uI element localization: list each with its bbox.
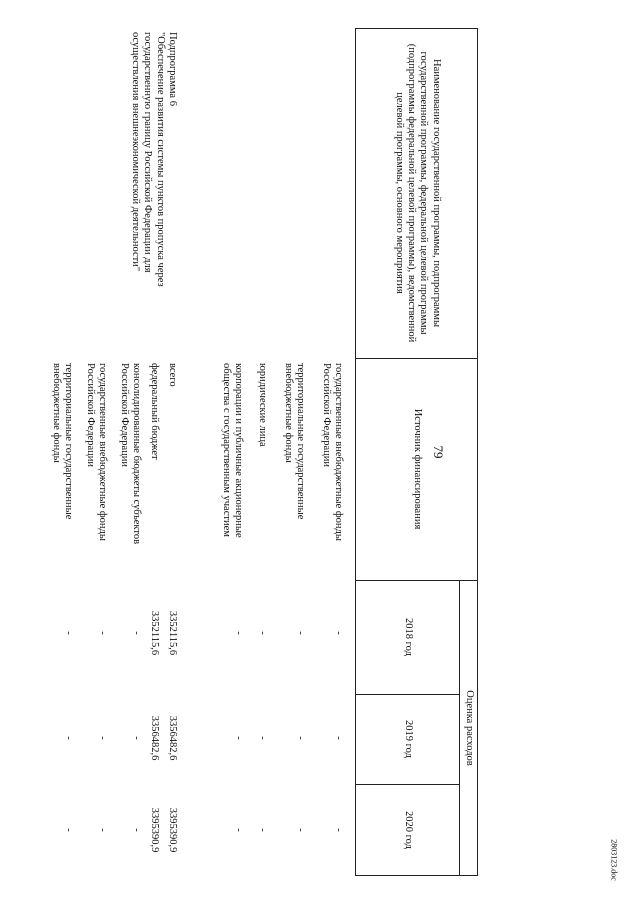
row-value-2018: -: [233, 631, 244, 635]
row-value-2020: -: [97, 828, 108, 832]
row-value-2020: -: [233, 828, 244, 832]
row-value-2019: -: [131, 736, 142, 740]
row-value-2020: 3395390,9: [167, 807, 178, 853]
row-value-2018: -: [257, 631, 268, 635]
header-estimate: Оценка расходов: [464, 690, 476, 766]
row-value-2019: -: [333, 736, 344, 740]
row-value-2018: 3352115,6: [149, 610, 160, 656]
row-source: консолидированные бюджеты субъектов Российской Федерации: [118, 363, 142, 545]
row-value-2019: 3356482,6: [149, 715, 160, 761]
row-value-2020: -: [295, 828, 306, 832]
row-source: юридические лица: [257, 363, 268, 447]
row-source: государственные внебюджетные фонды Российской Федерации: [320, 363, 344, 541]
subprogram-cell: [129, 32, 179, 342]
row-source: федеральный бюджет: [149, 363, 160, 460]
subprogram-title: Подпрограмма 6: [167, 32, 178, 106]
row-value-2020: 3395390,9: [149, 807, 160, 853]
financing-table: [50, 28, 478, 876]
row-value-2019: -: [257, 736, 268, 740]
row-value-2020: -: [131, 828, 142, 832]
row-value-2018: -: [131, 631, 142, 635]
row-value-2018: -: [333, 631, 344, 635]
row-value-2020: -: [257, 828, 268, 832]
footer-code: 2803123.doc: [609, 839, 619, 881]
page-number: 79: [431, 445, 446, 459]
subprogram-name: "Обеспечение развития системы пунктов пропуска через государственную границу Российской Федерации для осуществления внешнеэкономической деятельности": [129, 32, 166, 287]
row-value-2019: 3356482,6: [167, 715, 178, 761]
row-value-2018: -: [63, 631, 74, 635]
row-value-2018: -: [97, 631, 108, 635]
row-source: государственные внебюджетные фонды Российской Федерации: [84, 363, 108, 541]
header-year-2020: 2020 год: [403, 811, 415, 849]
row-value-2019: -: [63, 736, 74, 740]
row-source: всего: [167, 363, 178, 387]
row-value-2020: -: [63, 828, 74, 832]
header-source: Источник финансирования: [412, 408, 424, 530]
row-value-2020: -: [333, 828, 344, 832]
row-value-2018: 3352115,6: [167, 610, 178, 656]
row-value-2018: -: [295, 631, 306, 635]
row-value-2019: -: [233, 736, 244, 740]
row-source: территориальные государственные внебюджетные фонды: [282, 363, 306, 520]
header-year-2018: 2018 год: [403, 618, 415, 656]
row-value-2019: -: [295, 736, 306, 740]
row-value-2019: -: [97, 736, 108, 740]
row-source: корпорации и публичные акционерные общества с государственным участием: [220, 363, 244, 538]
header-name: Наименование государственной программы, подпрограммы государственной программы, федеральной целевой программы (подпрограммы федеральной целевой программы), ведомственной целевой программы, основного мероприятия: [393, 43, 442, 343]
row-source: территориальные государственные внебюджетные фонды: [50, 363, 74, 520]
header-year-2019: 2019 год: [403, 720, 415, 758]
